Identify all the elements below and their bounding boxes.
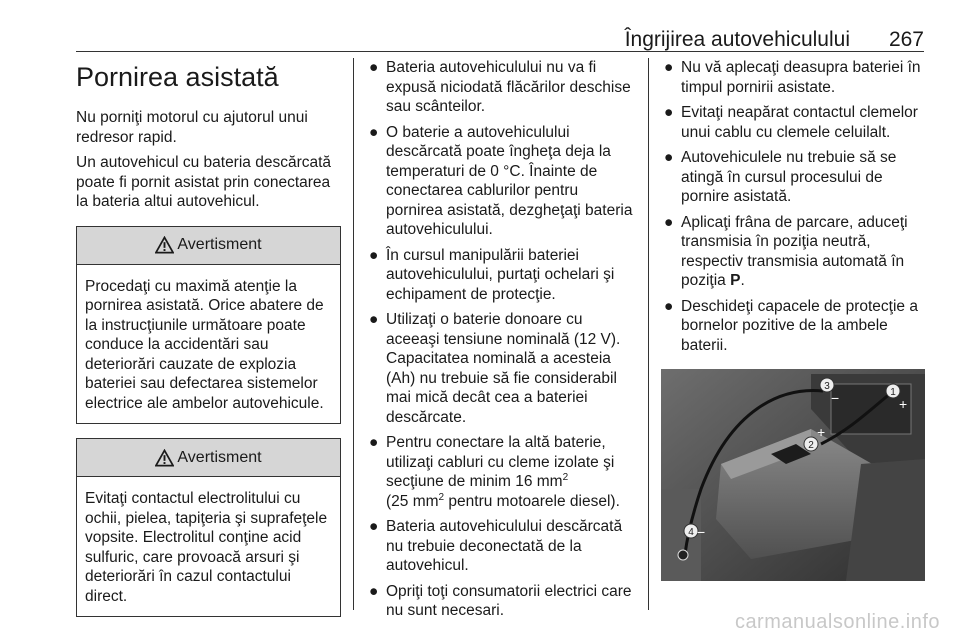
bullet-icon: ● xyxy=(369,434,379,451)
bullet-icon: ● xyxy=(369,246,379,264)
page-header xyxy=(0,0,960,52)
warning-heading xyxy=(77,439,340,477)
list-item: ● Aplicaţi frâna de parcare, aduceţi transmisia în poziţia neutră, respectiv transmisia automată în poziţia P. xyxy=(664,213,908,289)
plus-sign: + xyxy=(817,424,826,440)
warning-heading xyxy=(77,227,340,265)
warning-text: Evitaţi contactul electrolitului cu ochii, pielea, tapiţeria şi suprafeţele vopsite. Electrolitul conţine acid sulfuric, care provoacă arsuri şi deteriorări în cazul contactului direct. xyxy=(85,490,328,605)
list-item: ● Nu vă aplecaţi deasupra bateriei în timpul pornirii asistate. xyxy=(664,59,921,96)
warning-heading-label: Avertisment xyxy=(177,448,262,466)
bullet-icon: ● xyxy=(369,582,379,600)
bullet-icon: ● xyxy=(369,518,379,535)
page-number: 267 xyxy=(888,28,924,51)
watermark: carmanualsonline.info xyxy=(734,611,940,633)
header-title: Îngrijirea autovehiculului xyxy=(624,28,850,51)
list-item: ● Bateria autovehiculului nu va fi expusă niciodată flăcărilor deschise sau scânteilor. xyxy=(369,59,631,115)
warning-box xyxy=(76,438,341,617)
intro-paragraph: Un autovehicul cu bateria descărcată poate fi pornit asistat prin conectarea la bateria altui autovehicul. xyxy=(76,154,332,210)
column-2 xyxy=(366,58,638,627)
minus-sign: − xyxy=(697,524,706,540)
column-1 xyxy=(76,58,341,617)
bullet-icon: ● xyxy=(664,59,674,76)
list-item: ● O baterie a autovehiculului descărcată poate îngheţa deja la temperaturi de 0 °C. Înainte de conectarea cablurilor pentru pornirea asistată, dezgheţaţi bateria autovehiculului. xyxy=(369,123,633,238)
battery-connection-figure xyxy=(661,369,925,581)
warning-box xyxy=(76,226,341,425)
intro-paragraph: Nu porniţi motorul cu ajutorul unui redresor rapid. xyxy=(76,109,308,146)
plus-sign: + xyxy=(899,396,908,412)
bullet-icon: ● xyxy=(664,213,674,231)
column-3 xyxy=(661,58,929,587)
list-item: ● Opriţi toţi consumatorii electrici care nu sunt necesari. xyxy=(369,582,632,619)
list-item: ● Pentru conectare la altă baterie, utilizaţi cabluri cu cleme izolate şi secţiune de minim 16 $mm^2$ (25 $mm^2$ pentru motoarele diesel). xyxy=(369,434,620,510)
list-item: ● Evitaţi neapărat contactul clemelor unui cablu cu clemele celuilalt. xyxy=(664,104,918,141)
warning-text: Procedaţi cu maximă atenţie la pornirea asistată. Orice abatere de la instrucţiunile următoare poate conduce la accidentări sau deteriorări cauzate de explozia bateriei sau defectarea sistemelor electrice ale ambelor autovehicule. xyxy=(85,277,324,412)
bullet-icon: ● xyxy=(664,104,674,121)
callout-3: 3 xyxy=(824,381,830,392)
list-item: ● Autovehiculele nu trebuie să se atingă în cursul procesului de pornire asistată. xyxy=(664,149,897,205)
column-divider xyxy=(648,58,649,610)
bullet-icon: ● xyxy=(369,123,379,141)
callout-1: 1 xyxy=(890,387,896,398)
list-item: ● Bateria autovehiculului descărcată nu trebuie deconectată de la autovehicul. xyxy=(369,518,623,574)
warning-triangle-icon xyxy=(155,236,174,254)
bullet-icon: ● xyxy=(664,149,674,166)
callout-4: 4 xyxy=(688,527,694,538)
minus-sign: − xyxy=(831,390,840,406)
procedure-list xyxy=(661,58,929,355)
section-title: Pornirea asistată xyxy=(76,62,279,92)
list-item: ● Deschideţi capacele de protecţie a bornelor pozitive de la ambele baterii. xyxy=(664,297,918,354)
precaution-list xyxy=(366,58,638,621)
header-rule xyxy=(76,51,924,52)
list-item: ● În cursul manipulării bateriei autovehiculului, purtaţi ochelari şi echipament de protecţie. xyxy=(369,246,615,303)
warning-heading-label: Avertisment xyxy=(177,236,262,254)
bullet-icon: ● xyxy=(369,311,379,328)
bullet-icon: ● xyxy=(369,59,379,76)
callout-2: 2 xyxy=(808,440,814,451)
warning-triangle-icon xyxy=(155,449,174,467)
list-item: ● Utilizaţi o baterie donoare cu aceeaşi tensiune nominală (12 V). Capacitatea nominală a acesteia (Ah) nu trebuie să fie considerabil mai mică decât cea a bateriei descărcate. xyxy=(369,311,621,426)
column-divider xyxy=(353,58,354,610)
bullet-icon: ● xyxy=(664,297,674,315)
